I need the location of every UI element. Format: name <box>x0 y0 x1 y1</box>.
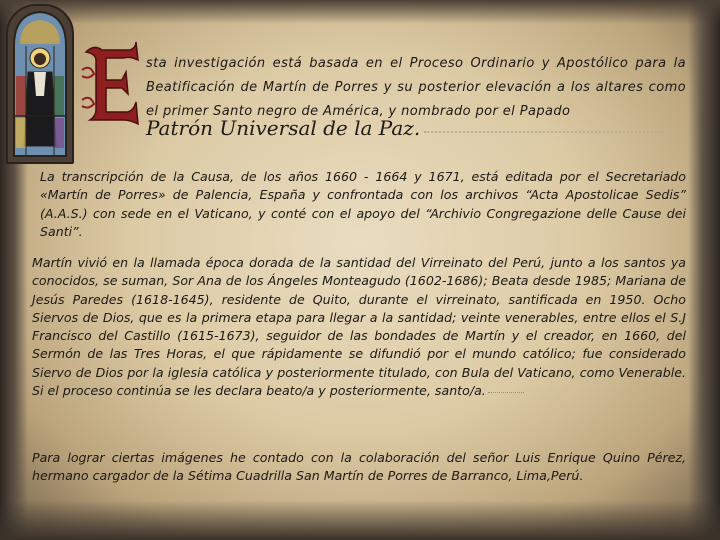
bottom-burnt-edge <box>0 500 720 540</box>
illuminated-initial-icon <box>80 40 140 128</box>
golden-age-paragraph-text: Martín vivió en la llamada época dorada de la santidad del Virreinato del Perú, junto a los santos ya conocidos, se suman, Sor Ana de los Ángeles Monteagudo (1602-1686); Beata desde 1985; Mariana de Jesús Paredes (1618-1645), residente de Quito, durante el virreinato, santificada en 1950. Ocho Siervos de Dios, que es la primera etapa para llegar a la santidad; veinte venerables, entre ellos el S.J Francisco del Castillo (1615-1673), seguidor de las bondades de Martín y el creador, en 1660, del Sermón de las Tres Horas, el que rápidamente se difundió por el mundo católico; fue considerado Siervo de Dios por la iglesia católica y posteriormente titulado, con Bula del Vaticano, como Venerable. Si el proceso continúa se les declara beato/a y posteriormente, santo/a. <box>32 255 686 399</box>
transcription-paragraph: La transcripción de la Causa, de los años 1660 - 1664 y 1671, está editada por el Secretariado «Martín de Porres» de Palencia, España y confrontada con los archivos “Acta Apostolicae Sedis” (A.A.S.) con sede en el Vaticano, y conté con el apoyo del “Archivio Congregazione delle Cause dei Santi”. <box>40 169 686 239</box>
intro-paragraph: sta investigación está basada en el Proceso Ordinario y Apostólico para la Beatificación de Martín de Porres y su posterior elevación a los altares como el primer Santo negro de América, y nombrado por el Papado <box>146 56 686 119</box>
golden-age-paragraph <box>32 254 686 400</box>
subtitle-heading: Patrón Universal de la Paz. <box>146 116 421 140</box>
right-burnt-edge <box>688 0 720 540</box>
top-burnt-edge <box>0 0 720 24</box>
acknowledgement-paragraph: Para lograr ciertas imágenes he contado con la colaboración del señor Luis Enrique Quino Pérez, hermano cargador de la Sétima Cuadrilla San Martín de Porres de Barranco, Lima,Perú. <box>32 450 686 484</box>
paragraph-dotted-rule <box>488 392 524 393</box>
subtitle-dotted-rule <box>424 131 664 133</box>
stained-glass-window-icon <box>6 4 74 164</box>
